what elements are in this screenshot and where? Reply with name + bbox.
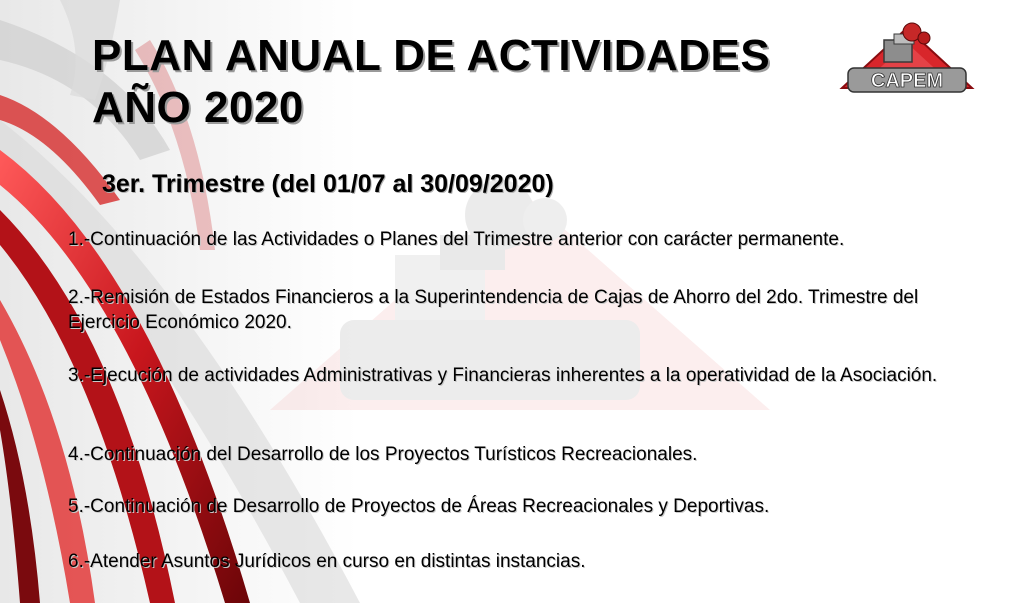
activity-item-2: 2.-Remisión de Estados Financieros a la Superintendencia de Cajas de Ahorro del 2do. Trimestre del Ejercicio Económico 2020. <box>68 287 919 333</box>
slide-title <box>92 30 770 134</box>
title-line-2: AÑO 2020 <box>92 83 304 132</box>
title-line-1: PLAN ANUAL DE ACTIVIDADES <box>92 31 771 80</box>
capem-logo <box>832 10 982 100</box>
activity-item-5: 5.-Continuación de Desarrollo de Proyectos de Áreas Recreacionales y Deportivas. <box>68 496 770 517</box>
activity-item-6: 6.-Atender Asuntos Jurídicos en curso en distintas instancias. <box>68 551 586 572</box>
logo-text: CAPEM <box>870 70 944 92</box>
activity-item-4: 4.-Continuación del Desarrollo de los Proyectos Turísticos Recreacionales. <box>68 444 698 465</box>
activity-item-3: 3.-Ejecución de actividades Administrativas y Financieras inherentes a la operatividad de la Asociación. <box>68 365 938 386</box>
activity-item-1: 1.-Continuación de las Actividades o Planes del Trimestre anterior con carácter permanente. <box>68 229 845 250</box>
quarter-subtitle: 3er. Trimestre (del 01/07 al 30/09/2020) <box>102 170 554 198</box>
